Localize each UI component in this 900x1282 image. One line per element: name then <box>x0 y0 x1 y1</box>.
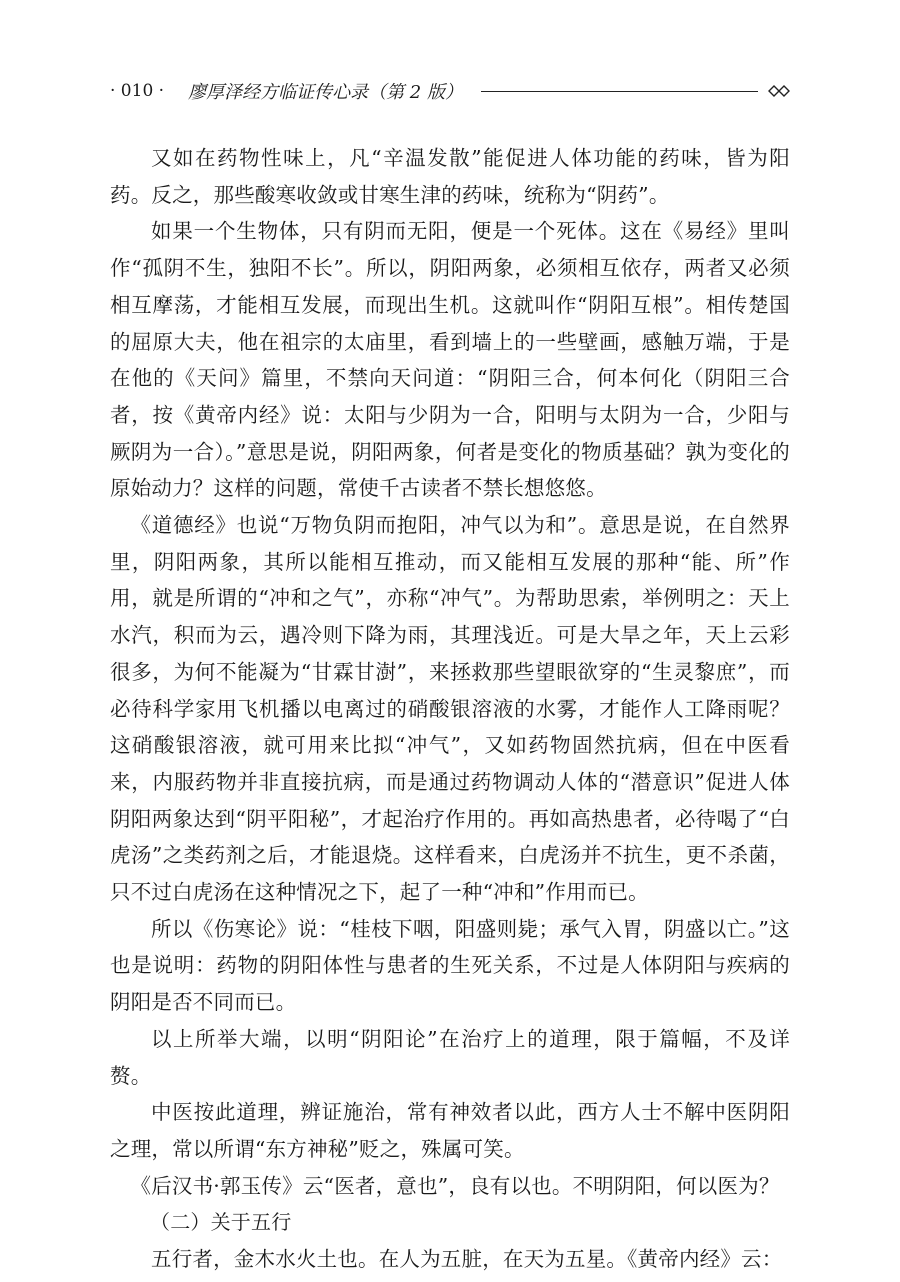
paragraph-1: 又如在药物性味上，凡“辛温发散”能促进人体功能的药味，皆为阳药。反之，那些酸寒收敛或甘寒生津的药味，统称为“阴药”。 <box>110 146 790 207</box>
page-number: · 010 · <box>110 81 165 101</box>
running-header <box>110 74 790 108</box>
book-title: 廖厚泽经方临证传心录（第 2 版） <box>188 82 463 103</box>
paragraph-7: 《后汉书·郭玉传》云“医者，意也”，良有以也。不明阴阳，何以医为？ <box>130 1173 780 1198</box>
section-heading: （二）关于五行 <box>150 1210 292 1235</box>
paragraph-8: 五行者，金木水火土也。在人为五脏，在天为五星。《黄帝内经》云： <box>151 1247 783 1272</box>
header-rule <box>481 91 758 92</box>
ornament-icon <box>768 84 790 98</box>
paragraph-3: 《道德经》也说“万物负阴而抱阳，冲气以为和”。意思是说，在自然界里，阴阳两象，其所以能相互推动，而又能相互发展的那种“能、所”作用，就是所谓的“冲和之气”，亦称“冲气”。为帮助思索，举例明之：天上水汽，积而为云，遇冷则下降为雨，其理浅近。可是大旱之年，天上云彩很多，为何不能凝为“甘霖甘澍”，来拯救那些望眼欲穿的“生灵黎庶”，而必待科学家用飞机播以电离过的硝酸银溶液的水雾，才能作人工降雨呢？这硝酸银溶液，就可用来比拟“冲气”，又如药物固然抗病，但在中医看来，内服药物并非直接抗病，而是通过药物调动人体的“潜意识”促进人体阴阳两象达到“阴平阳秘”，才起治疗作用的。再如高热患者，必待喝了“白虎汤”之类药剂之后，才能退烧。这样看来，白虎汤并不抗生，更不杀菌，只不过白虎汤在这种情况之下，起了一种“冲和”作用而已。 <box>110 513 790 905</box>
paragraph-5: 以上所举大端，以明“阴阳论”在治疗上的道理，限于篇幅，不及详赘。 <box>110 1026 790 1088</box>
body-text <box>110 140 790 1278</box>
paragraph-2: 如果一个生物体，只有阴而无阳，便是一个死体。这在《易经》里叫作“孤阴不生，独阳不长”。所以，阴阳两象，必须相互依存，两者又必须相互摩荡，才能相互发展，而现出生机。这就叫作“阴阳互根”。相传楚国的屈原大夫，他在祖宗的太庙里，看到墙上的一些壁画，感触万端，于是在他的《天问》篇里，不禁向天问道：“阴阳三合，何本何化（阴阳三合者，按《黄帝内经》说：太阳与少阴为一合，阳明与太阴为一合，少阳与厥阴为一合）。”意思是说，阴阳两象，何者是变化的物质基础？孰为变化的原始动力？这样的问题，常使千古读者不禁长想悠悠。 <box>110 219 790 501</box>
paragraph-4: 所以《伤寒论》说：“桂枝下咽，阳盛则毙；承气入胃，阴盛以亡。”这也是说明：药物的阴阳体性与患者的生死关系，不过是人体阴阳与疾病的阴阳是否不同而已。 <box>110 916 790 1015</box>
paragraph-6: 中医按此道理，辨证施治，常有神效者以此，西方人士不解中医阴阳之理，常以所谓“东方神秘”贬之，殊属可笑。 <box>110 1100 790 1161</box>
